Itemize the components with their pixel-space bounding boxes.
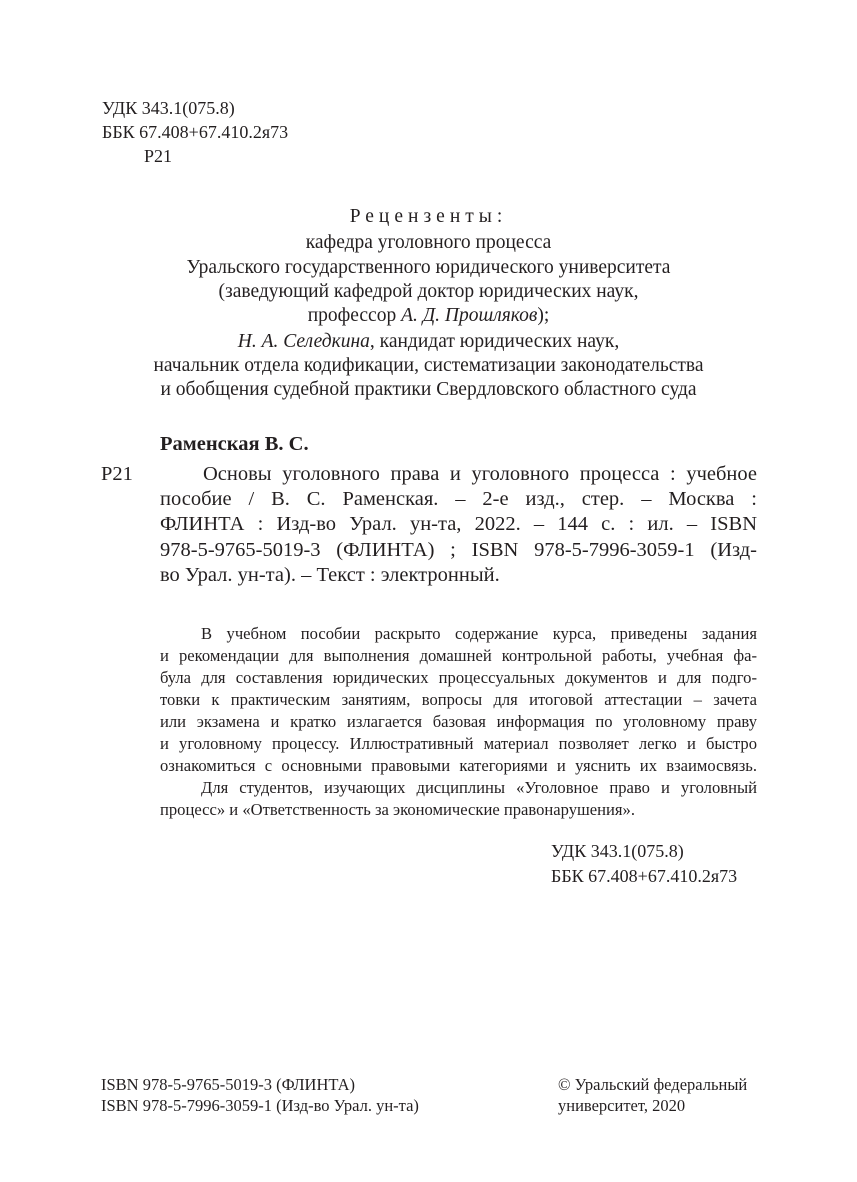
isbn-flinta: ISBN 978-5-9765-5019-3 (ФЛИНТА) (101, 1075, 356, 1094)
reviewer-line (0, 330, 857, 354)
bbk-code-top: ББК 67.408+67.410.2я73 (102, 122, 289, 142)
bibliography-author: Раменская В. С. (160, 433, 309, 455)
annotation-line: товки к практическим занятиям, вопросы для итоговой аттестации – зачета (160, 690, 757, 709)
reviewer-line: начальник отдела кодификации, систематизации законодательства (153, 355, 704, 376)
reviewer-name: Н. А. Селедкина (237, 331, 370, 352)
copyright-line: © Уральский федеральный (558, 1075, 748, 1094)
reviewer-line (0, 304, 857, 328)
annotation-line: и уголовному процессу. Иллюстративный материал позволяет легко и быстро (160, 734, 757, 753)
isbn-ural-university: ISBN 978-5-7996-3059-1 (Изд-во Урал. ун-та) (101, 1096, 419, 1115)
bibliography-line: во Урал. ун-та). – Текст : электронный. (160, 564, 500, 586)
reviewer-suffix: ); (537, 305, 550, 326)
annotation-line: процесс» и «Ответственность за экономические правонарушения». (160, 800, 636, 819)
bbk-code-bottom: ББК 67.408+67.410.2я73 (551, 866, 738, 886)
annotation-line: була для составления юридических процессуальных документов и для подго- (160, 668, 757, 687)
bibliography-author-mark: Р21 (101, 463, 133, 485)
annotation-line: или экзамена и кратко излагается базовая информация по уголовному праву (160, 712, 757, 731)
annotation-line: и рекомендации для выполнения домашней контрольной работы, учебная фа- (160, 646, 757, 665)
copyright-line: университет, 2020 (558, 1096, 686, 1115)
reviewer-line: и обобщения судебной практики Свердловского областного суда (160, 379, 697, 400)
annotation-line: Для студентов, изучающих дисциплины «Уголовное право и уголовный (201, 778, 757, 797)
udk-code-top: УДК 343.1(075.8) (102, 98, 235, 118)
annotation-line: В учебном пособии раскрыто содержание курса, приведены задания (201, 624, 757, 643)
reviewer-line: Уральского государственного юридического университета (186, 257, 671, 278)
bibliography-line: 978-5-9765-5019-3 (ФЛИНТА) ; ISBN 978-5-7996-3059-1 (Изд- (160, 539, 757, 561)
reviewer-line: (заведующий кафедрой доктор юридических наук, (218, 281, 639, 302)
reviewers-heading: Рецензенты: (349, 206, 508, 227)
bibliography-line: ФЛИНТА : Изд-во Урал. ун-та, 2022. – 144 с. : ил. – ISBN (160, 513, 757, 535)
author-mark-top: Р21 (144, 146, 173, 166)
bibliography-line: пособие / В. С. Раменская. – 2-е изд., стер. – Москва : (160, 488, 757, 510)
annotation-line: ознакомиться с основными правовыми категориями и уяснить их взаимосвязь. (160, 756, 757, 775)
reviewer-suffix: , кандидат юридических наук, (369, 331, 620, 352)
reviewer-name: А. Д. Прошляков (401, 305, 538, 326)
reviewer-title: профессор (307, 305, 402, 326)
reviewer-line: кафедра уголовного процесса (305, 232, 552, 253)
bibliography-line: Основы уголовного права и уголовного процесса : учебное (203, 463, 757, 485)
udk-code-bottom: УДК 343.1(075.8) (551, 841, 684, 861)
